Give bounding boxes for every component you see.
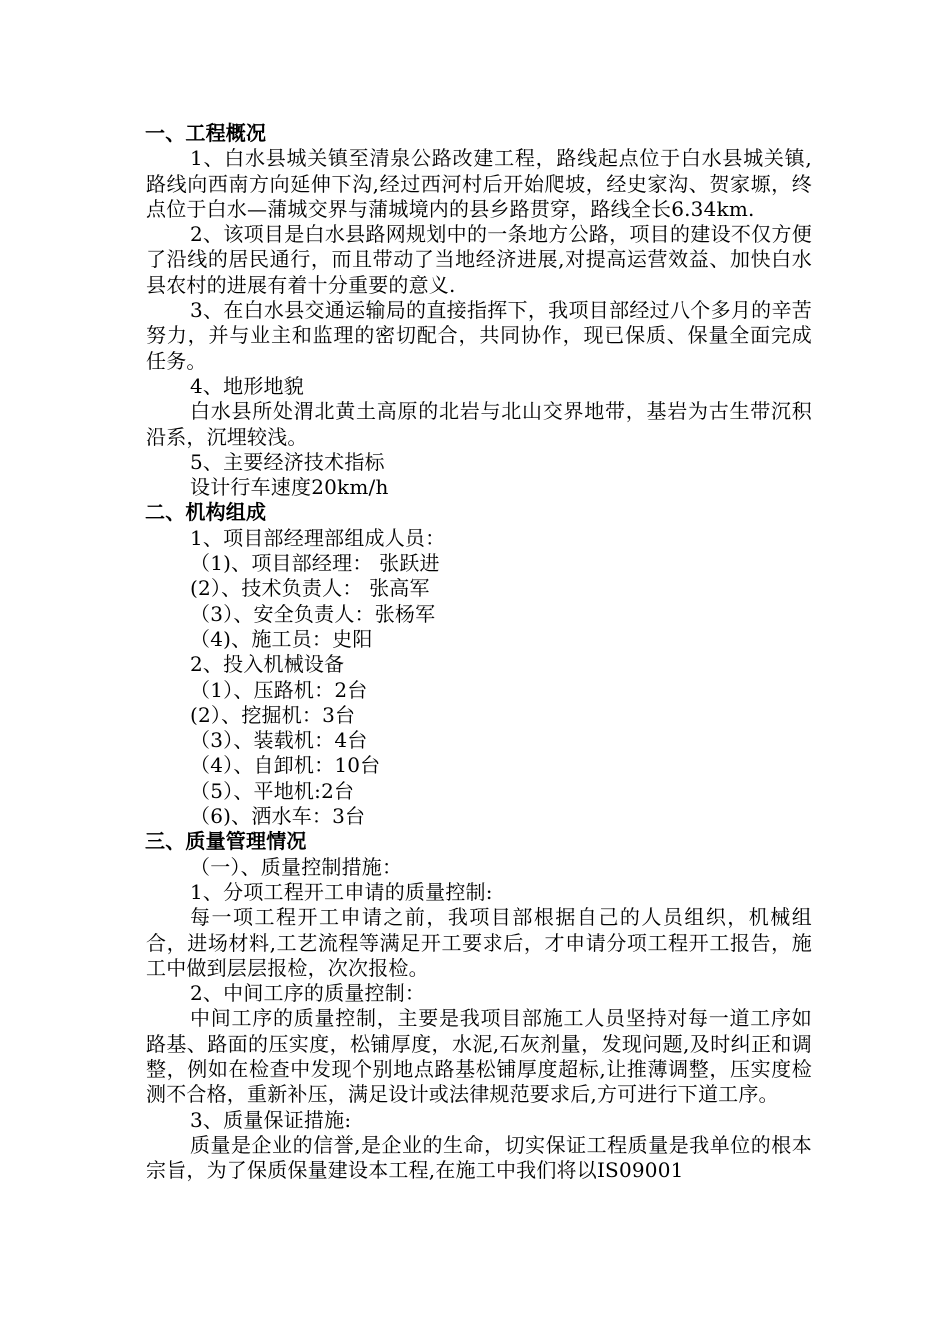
paragraph: 3、质量保证措施:	[190, 1107, 352, 1132]
list-item: （1)、项目部经理： 张跃进	[190, 551, 440, 576]
list-item: （4)、施工员：史阳	[190, 626, 373, 651]
list-item: (2）、技术负责人： 张高军	[190, 576, 430, 601]
list-item: （4）、自卸机：10台	[190, 753, 381, 778]
paragraph: 2、投入机械设备	[190, 652, 345, 677]
list-item: (2）、挖掘机：3台	[190, 702, 356, 727]
paragraph: 2、中间工序的质量控制：	[190, 981, 426, 1006]
paragraph: 质量是企业的信誉,是企业的生命，切实保证工程质量是我单位的根本宗旨，为了保质保量建设本工程,在施工中我们将以IS09001	[146, 1132, 812, 1183]
paragraph: 4、地形地貌	[190, 373, 304, 398]
paragraph: 1、项目部经理部组成人员：	[190, 525, 446, 550]
paragraph: 中间工序的质量控制，主要是我项目部施工人员坚持对每一道工序如路基、路面的压实度，松铺厚度，水泥,石灰剂量，发现问题,及时纠正和调整，例如在检查中发现个别地点路基松铺厚度超标,让推薄调整，压实度检测不合格，重新补压，满足设计或法律规范要求后,方可进行下道工序。	[146, 1006, 812, 1107]
section-heading: 二、机构组成	[145, 500, 267, 525]
list-item: （5）、平地机:2台	[190, 778, 355, 803]
section-heading: 三、质量管理情况	[145, 829, 307, 854]
paragraph: 设计行车速度20km/h	[190, 475, 389, 500]
list-item: （3）、安全负责人：张杨军	[190, 601, 436, 626]
paragraph: 白水县所处渭北黄土高原的北岩与北山交界地带，基岩为古生带沉积沿系，沉埋较浅。	[146, 399, 812, 449]
list-item: （一）、质量控制措施：	[190, 854, 403, 879]
list-item: （6)、洒水车：3台	[190, 804, 366, 829]
paragraph: 3、在白水县交通运输局的直接指挥下，我项目部经过八个多月的辛苦努力，并与业主和监理的密切配合，共同协作，现已保质、保量全面完成任务。	[146, 298, 812, 373]
paragraph: 每一项工程开工申请之前，我项目部根据自己的人员组织，机械组合，进场材料,工艺流程等满足开工要求后，才申请分项工程开工报告，施工中做到层层报检，次次报检。	[146, 905, 812, 980]
document-body	[146, 121, 812, 1183]
paragraph: 1、分项工程开工申请的质量控制:	[190, 879, 493, 904]
paragraph: 1、白水县城关镇至清泉公路改建工程，路线起点位于白水县城关镇,路线向西南方向延伸下沟,经过西河村后开始爬坡，经史家沟、贺家塬，终点位于白水—蒲城交界与蒲城境内的县乡路贯穿，路线全长6.34km.	[146, 146, 812, 221]
list-item: （1）、压路机：2台	[190, 677, 368, 702]
section-heading: 一、工程概况	[145, 121, 267, 145]
paragraph: 5、主要经济技术指标	[190, 449, 385, 474]
list-item: （3）、装载机：4台	[190, 728, 368, 753]
paragraph: 2、该项目是白水县路网规划中的一条地方公路，项目的建设不仅方便了沿线的居民通行，而且带动了当地经济进展,对提高运营效益、加快白水县农村的进展有着十分重要的意义.	[146, 222, 812, 297]
